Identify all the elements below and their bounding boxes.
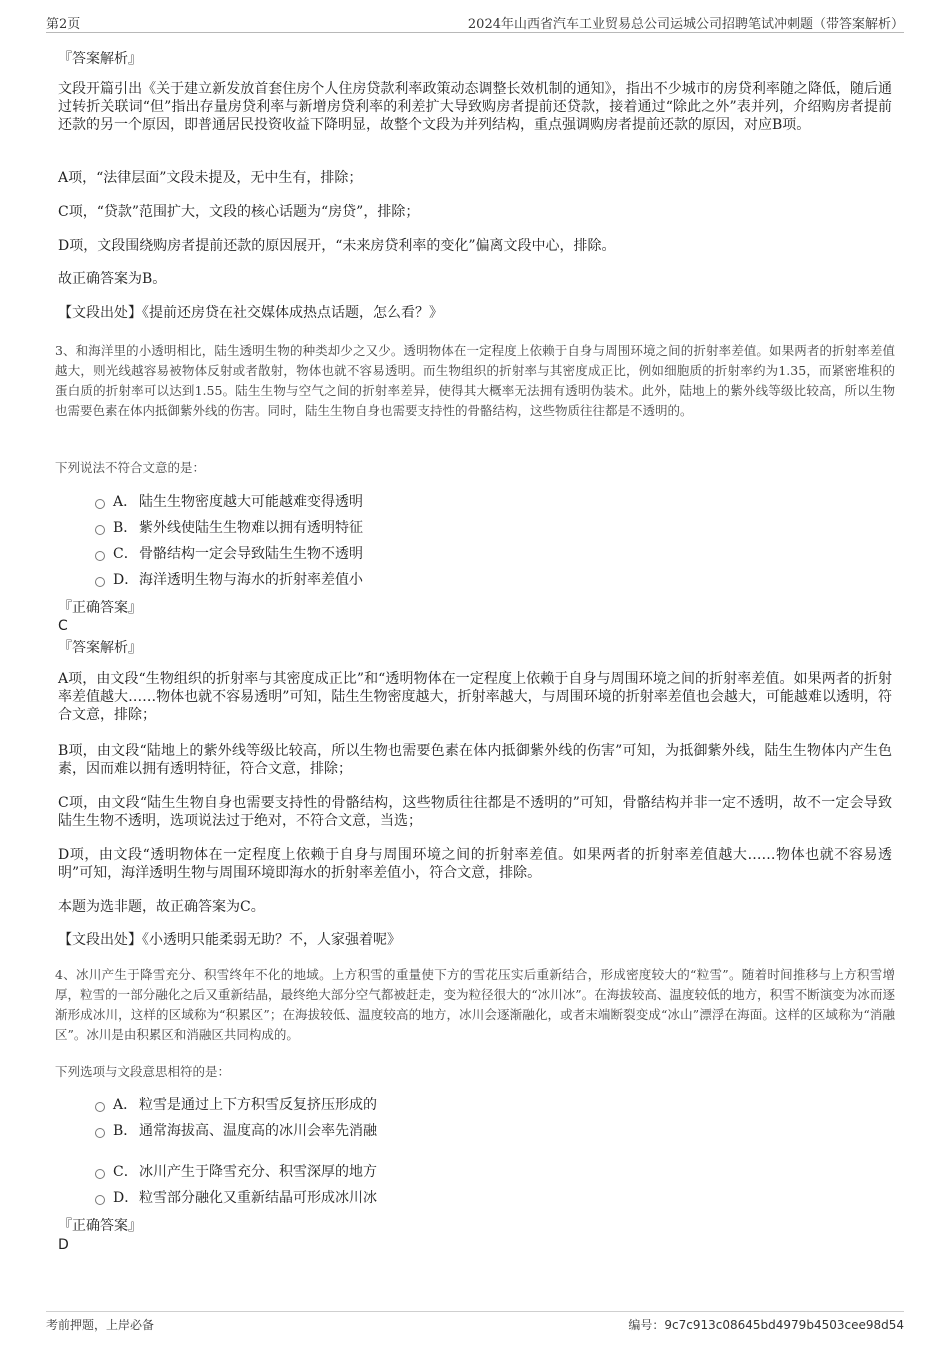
q3-conclusion: 本题为选非题，故正确答案为C。 [58, 899, 265, 915]
q3-option-a-analysis: A项，由文段“生物组织的折射率与其密度成正比”和“透明物体在一定程度上依赖于自身与周围环境之间的折射率差值。如果两者的折射率差值越大……物体也就不容易透明”可知，陆生生物密度越大，折射率越大，与周围环境的折射率差值也会越大，可能越难以透明，符合文意，排除； [58, 671, 892, 723]
document-id-value: 9c7c913c08645bd4979b4503cee98d54 [664, 1318, 904, 1332]
radio-icon[interactable] [95, 1102, 105, 1112]
page-number: 第2页 [46, 17, 81, 32]
q4-prompt: 下列选项与文段意思相符的是： [55, 1064, 231, 1079]
option-letter: B． [113, 1123, 138, 1139]
document-id [628, 1316, 904, 1333]
radio-icon[interactable] [95, 551, 105, 561]
q2-analysis-text: 文段开篇引出《关于建立新发放首套住房个人住房贷款利率政策动态调整长效机制的通知》，指出不少城市的房贷利率随之降低，随后通过转折关联词“但”指出存量房贷利率与新增房贷利率的利差扩大导致购房者提前还贷款，接着通过“除此之外”表并列，介绍购房者提前还款的另一个原因，即普通居民投资收益下降明显，故整个文段为并列结构，重点强调购房者提前还款的原因，对应B项。 [58, 81, 892, 133]
q2-option-c-analysis: C项，“贷款”范围扩大，文段的核心话题为“房贷”，排除； [58, 204, 420, 220]
q4-answer-label: 『正确答案』 [58, 1218, 142, 1234]
option-letter: C． [113, 546, 138, 562]
q2-analysis-label: 『答案解析』 [58, 51, 142, 67]
page-footer [46, 1311, 904, 1336]
footer-slogan: 考前押题，上岸必备 [46, 1318, 155, 1332]
option-letter: C． [113, 1164, 138, 1180]
q2-option-a-analysis: A项，“法律层面”文段未提及，无中生有，排除； [58, 170, 363, 186]
q4-option-a[interactable] [95, 1095, 377, 1115]
option-text: 通常海拔高、温度高的冰川会率先消融 [139, 1123, 377, 1139]
option-letter: D． [113, 1190, 139, 1206]
radio-icon[interactable] [95, 499, 105, 509]
q3-option-d[interactable] [95, 570, 363, 590]
q3-option-c[interactable] [95, 544, 363, 564]
q3-answer-label: 『正确答案』 [58, 600, 142, 616]
q3-option-c-analysis: C项，由文段“陆生生物自身也需要支持性的骨骼结构，这些物质往往都是不透明的”可知，骨骼结构并非一定不透明，故不一定会导致陆生生物不透明，选项说法过于绝对，不符合文意，当选； [58, 795, 892, 829]
option-text: 冰川产生于降雪充分、积雪深厚的地方 [139, 1164, 377, 1180]
q3-option-a[interactable] [95, 492, 363, 512]
document-id-label: 编号： [628, 1318, 665, 1332]
option-text: 陆生生物密度越大可能越难变得透明 [139, 494, 363, 510]
q3-question-text: 3、和海洋里的小透明相比，陆生透明生物的种类却少之又少。透明物体在一定程度上依赖于自身与周围环境之间的折射率差值。如果两者的折射率差值越大，则光线越容易被物体反射或者散射，物体也就不容易透明。而生物组织的折射率与其密度成正比，例如细胞质的折射率约为1.35，而紧密堆积的蛋白质的折射率可以达到1.55。陆生生物与空气之间的折射率差异，使得其大概率无法拥有透明伪装术。此外，陆地上的紫外线等级比较高，所以生物也需要色素在体内抵御紫外线的伤害。同时，陆生生物自身也需要支持性的骨骼结构，这些物质往往都是不透明的。 [55, 343, 895, 418]
q3-answer: C [58, 618, 68, 634]
page-header [46, 10, 904, 33]
q3-analysis-label: 『答案解析』 [58, 640, 142, 656]
q2-conclusion: 故正确答案为B。 [58, 271, 167, 287]
radio-icon[interactable] [95, 1195, 105, 1205]
option-letter: A． [113, 494, 138, 510]
radio-icon[interactable] [95, 1169, 105, 1179]
document-title: 2024年山西省汽车工业贸易总公司运城公司招聘笔试冲刺题（带答案解析） [467, 17, 904, 32]
q2-option-d-analysis: D项，文段围绕购房者提前还款的原因展开，“未来房贷利率的变化”偏离文段中心，排除。 [58, 238, 616, 254]
q3-option-d-analysis: D项，由文段“透明物体在一定程度上依赖于自身与周围环境之间的折射率差值。如果两者的折射率差值越大……物体也就不容易透明”可知，海洋透明生物与周围环境即海水的折射率差值小，符合文意，排除。 [58, 847, 892, 881]
radio-icon[interactable] [95, 525, 105, 535]
q3-option-b[interactable] [95, 518, 363, 538]
option-text: 海洋透明生物与海水的折射率差值小 [139, 572, 363, 588]
q4-option-b[interactable] [95, 1121, 377, 1141]
option-text: 骨骼结构一定会导致陆生生物不透明 [139, 546, 363, 562]
option-letter: B． [113, 520, 138, 536]
q4-answer: D [58, 1237, 69, 1253]
q2-source: 【文段出处】《提前还房贷在社交媒体成热点话题，怎么看？》 [58, 305, 443, 321]
option-letter: A． [113, 1097, 138, 1113]
q3-option-b-analysis: B项，由文段“陆地上的紫外线等级比较高，所以生物也需要色素在体内抵御紫外线的伤害”可知，为抵御紫外线，陆生生物体内产生色素，因而难以拥有透明特征，符合文意，排除； [58, 743, 892, 777]
q4-question-text: 4、冰川产生于降雪充分、积雪终年不化的地域。上方积雪的重量使下方的雪花压实后重新结合，形成密度较大的“粒雪”。随着时间推移与上方积雪增厚，粒雪的一部分融化之后又重新结晶，最终绝大部分空气都被赶走，变为粒径很大的“冰川冰”。在海拔较高、温度较低的地方，积雪不断演变为冰而逐渐形成冰川，这样的区域称为“积累区”；在海拔较低、温度较高的地方，冰川会逐渐融化，或者末端断裂变成“冰山”漂浮在海面。这样的区域称为“消融区”。冰川是由积累区和消融区共同构成的。 [55, 967, 895, 1042]
q3-prompt: 下列说法不符合文意的是： [55, 460, 206, 475]
q4-option-c[interactable] [95, 1162, 377, 1182]
option-text: 粒雪是通过上下方积雪反复挤压形成的 [139, 1097, 377, 1113]
option-text: 紫外线使陆生生物难以拥有透明特征 [139, 520, 363, 536]
radio-icon[interactable] [95, 1128, 105, 1138]
option-text: 粒雪部分融化又重新结晶可形成冰川冰 [139, 1190, 377, 1206]
option-letter: D． [113, 572, 139, 588]
q4-option-d[interactable] [95, 1188, 377, 1208]
radio-icon[interactable] [95, 577, 105, 587]
q3-source: 【文段出处】《小透明只能柔弱无助？不，人家强着呢》 [58, 932, 401, 948]
